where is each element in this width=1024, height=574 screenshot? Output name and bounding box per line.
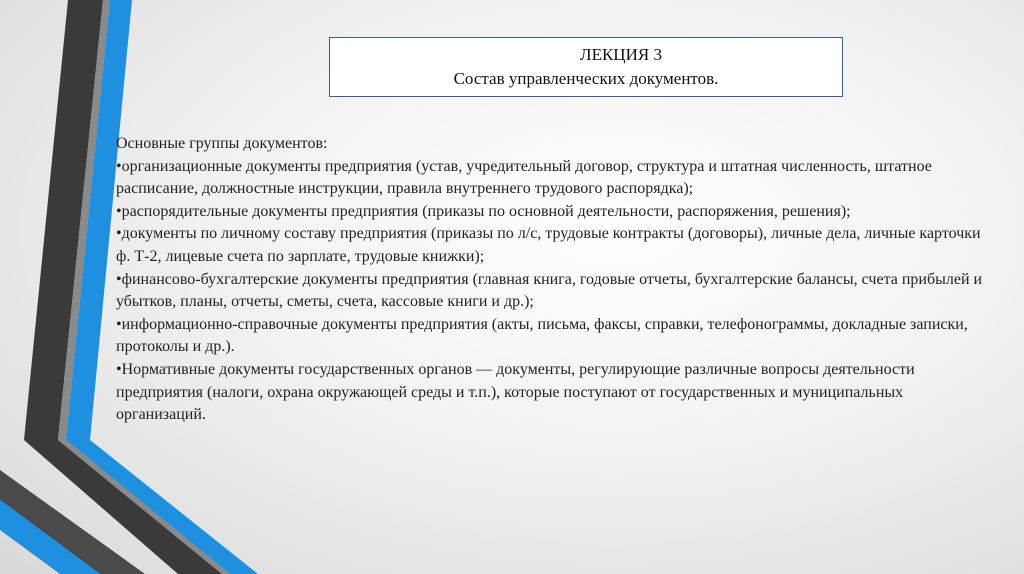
list-item: •распорядительные документы предприятия (приказы по основной деятельности, распоряжения, решения); — [116, 202, 851, 220]
list-item: •финансово-бухгалтерские документы предприятия (главная книга, годовые отчеты, бухгалтерские балансы, счета прибылей и убытков, планы, отчеты, сметы, счета, кассовые книги и др.); — [116, 270, 983, 311]
list-item: •Нормативные документы государственных органов — документы, регулирующие различные вопросы деятельности предприятия (налоги, охрана окружающей среды и т.п.), которые поступают от государственных и муниципальных организаций. — [116, 360, 915, 424]
title-box — [329, 37, 843, 97]
list-item: •документы по личному составу предприятия (приказы по л/с, трудовые контракты (договоры), личные дела, личные карточки ф. Т-2, лицевые счета по зарплате, трудовые книжки); — [116, 225, 981, 265]
lecture-title: Состав управленческих документов. — [453, 69, 719, 88]
list-item: •информационно-справочные документы предприятия (акты, письма, факсы, справки, телефонограммы, докладные записки, протоколы и др.). — [116, 315, 968, 356]
content-body — [116, 133, 996, 427]
content-heading: Основные группы документов: — [116, 135, 328, 152]
list-item: •организационные документы предприятия (устав, учредительный договор, структура и штатная численность, штатное расписание, должностные инструкции, правила внутреннего трудового распорядка); — [116, 157, 932, 198]
lecture-number: ЛЕКЦИЯ 3 — [580, 45, 662, 64]
